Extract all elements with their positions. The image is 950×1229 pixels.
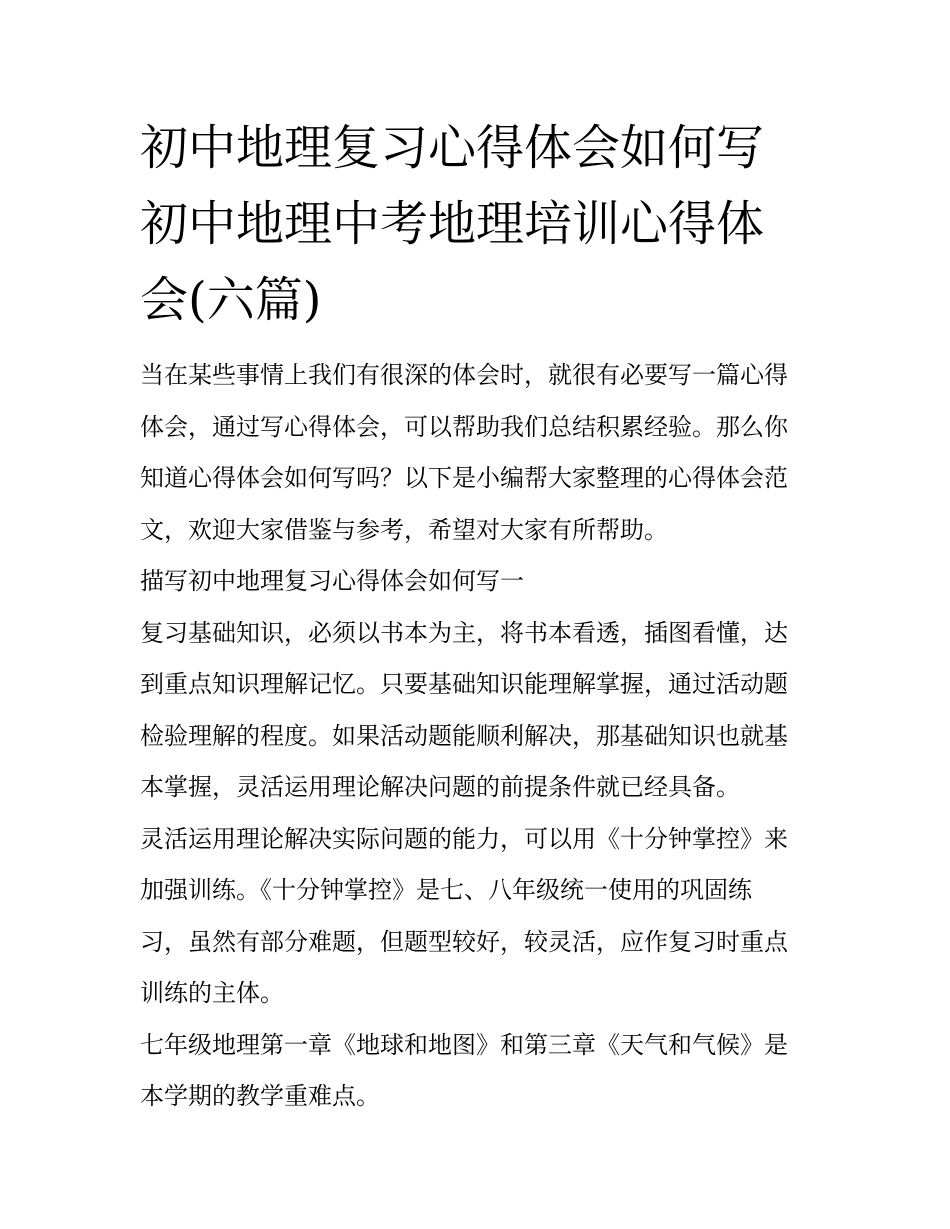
paragraph-line: 灵活运用理论解决实际问题的能力，可以用《十分钟掌控》来 bbox=[140, 824, 788, 853]
paragraph-line: 复习基础知识，必须以书本为主，将书本看透，插图看懂，达 bbox=[140, 618, 788, 647]
section-heading bbox=[140, 556, 816, 608]
paragraph-line: 体会，通过写心得体会，可以帮助我们总结积累经验。那么你 bbox=[140, 412, 788, 441]
body-paragraph bbox=[140, 608, 816, 814]
paragraph-line: 文，欢迎大家借鉴与参考，希望对大家有所帮助。 bbox=[140, 515, 668, 544]
paragraph-line: 本掌握，灵活运用理论解决问题的前提条件就已经具备。 bbox=[140, 773, 740, 801]
paragraph-line: 习，虽然有部分难题，但题型较好，较灵活，应作复习时重点 bbox=[140, 927, 788, 956]
intro-paragraph bbox=[140, 350, 816, 556]
title-line: 初中地理中考地理培训心得体 bbox=[140, 196, 765, 252]
document-page bbox=[140, 110, 816, 1123]
body-paragraph bbox=[140, 814, 816, 1020]
document-title bbox=[140, 110, 816, 338]
body-paragraph bbox=[140, 1020, 816, 1123]
title-line: 会(六篇) bbox=[140, 272, 322, 328]
paragraph-line: 当在某些事情上我们有很深的体会时，就很有必要写一篇心得 bbox=[140, 361, 788, 389]
paragraph-line: 七年级地理第一章《地球和地图》和第三章《天气和气候》是 bbox=[140, 1030, 788, 1059]
paragraph-line: 本学期的教学重难点。 bbox=[140, 1082, 380, 1110]
title-line: 初中地理复习心得体会如何写 bbox=[140, 120, 765, 176]
paragraph-line: 描写初中地理复习心得体会如何写一 bbox=[140, 567, 524, 595]
paragraph-line: 加强训练。《十分钟掌控》是七、八年级统一使用的巩固练 bbox=[140, 876, 752, 904]
paragraph-line: 训练的主体。 bbox=[140, 979, 284, 1007]
paragraph-line: 到重点知识理解记忆。只要基础知识能理解掌握，通过活动题 bbox=[140, 670, 788, 698]
paragraph-line: 检验理解的程度。如果活动题能顺利解决，那基础知识也就基 bbox=[140, 721, 788, 750]
paragraph-line: 知道心得体会如何写吗？以下是小编帮大家整理的心得体会范 bbox=[140, 464, 788, 492]
